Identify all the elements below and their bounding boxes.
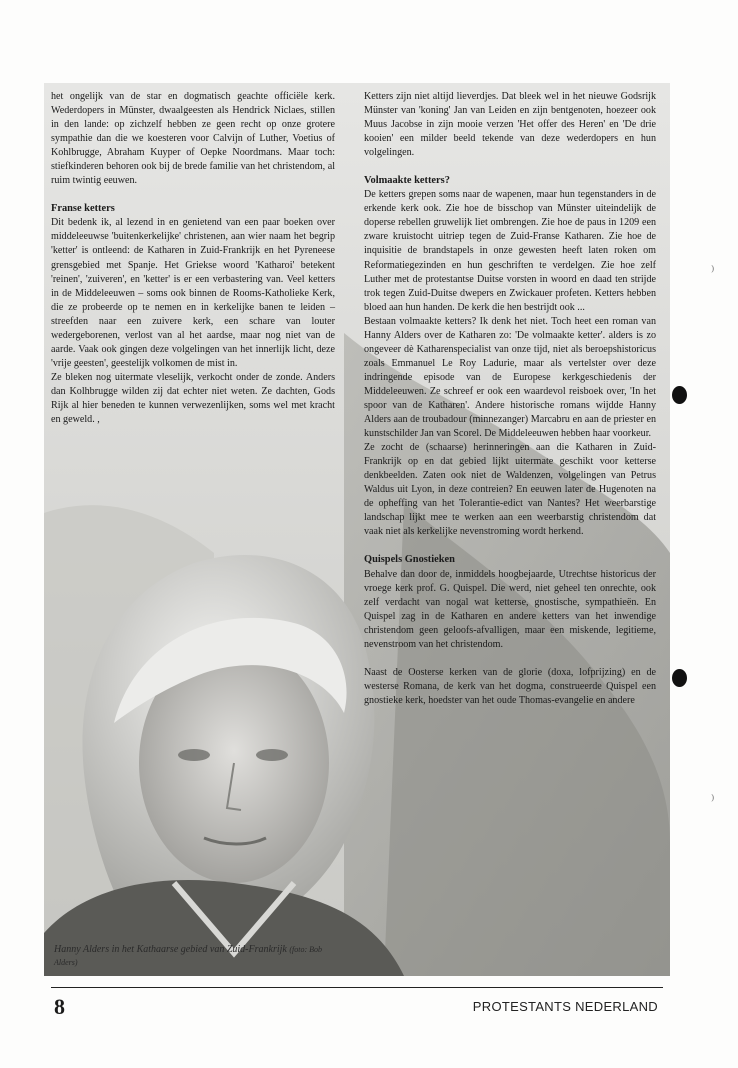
paragraph-volmaakte-3: Ze zocht de (schaarse) herinneringen aan die Katharen in Zuid-Frankrijk op en dat gebied lijkt uitermate geschikt voor ketterse denkbeelden. Zaten ook niet de Waldenzen, volgelingen van Petrus Waldus uit Lyon, in deze contreien? En eeuwen later de Hugenoten na de opheffing van het Tolerantie-edict van Nantes? Het weerbarstige landschap lijkt mee te werken aan een weerbarstig christendom dat vaak niet als kerkelijke nevenstroming wordt herkend. bbox=[364, 442, 656, 538]
heading-franse-ketters: Franse ketters bbox=[51, 203, 115, 215]
margin-mark-upper: ⁾ bbox=[711, 265, 715, 280]
publication-name: PROTESTANTS NEDERLAND bbox=[472, 999, 658, 1014]
binder-hole-lower bbox=[672, 669, 687, 687]
paragraph-volmaakte-1: De ketters grepen soms naar de wapenen, maar hun tegenstanders in de erkende kerk ook. Zie hoe de bisschop van Münster uiteindelijk de doperse rebellen gruwelijk liet ombrengen. Zie hoe de paus in 1209 een zware kruistocht uitriep tegen de Zuid-Franse Katharen. Zie hoe de inquisitie de brandstapels in onze gewesten heeft laten roken om Reformatiegezinden en hun geschriften te verdelgen. Zie hoe zelf Luther met de protestantse Duitse vorsten in woord en daad ten strijde trok tegen Zuid-Duitse dwepers en Zwickauer profeten. Ketters hebben bloed aan hun handen. De kerk die hen bestrijdt ook ... bbox=[364, 189, 656, 313]
paragraph-volmaakte-2: Bestaan volmaakte ketters? Ik denk het niet. Toch heet een roman van Hanny Alders over de Katharen zo: 'De volmaakte ketter'. alders is zo ongeveer dè Katharenspecialist van onze tijd, niet als beroepshistoricus zoals Emmanuel Le Roy Ladurie, maar als vertelster over deze indringende episode van de Europese kerkgeschiedenis der Middeleeuwen. Ze schreef er ook een waardevol reisboek over, 'In het spoor van de Katharen'. Andere historische romans wijdde Hanny Alders aan de troubadour (minnezanger) Marcabru en aan de priester en kunstschilder Jan van Scorel. De Middeleeuwen hebben haar voorkeur. bbox=[364, 315, 656, 440]
left-intro-paragraph: het ongelijk van de star en dogmatisch geachte officiële kerk. Wederdopers in Münster, dwaalgeesten als Hendrick Niclaes, stillen in den lande: op zichzelf hebben ze geen recht op onze grotere sympathie dan die we koesteren voor Calvijn of Luther, Voetius of Kohlbrugge, Abraham Kuyper of Oepke Noordmans. Maar toch: stiefkinderen behoren ook bij de brede familie van het christendom, al ruim twintig eeuwen. bbox=[51, 91, 335, 187]
binder-hole-upper bbox=[672, 386, 687, 404]
footer-rule bbox=[51, 987, 663, 988]
right-intro-paragraph: Ketters zijn niet altijd lieverdjes. Dat bleek wel in het nieuwe Godsrijk Münster van 'koning' Jan van Leiden en zijn bentgenoten, hoezeer ook Muus Jacobse in zijn mooie verzen 'Het offer des Heren' en 'De drie kooien' een milder beeld tekende van deze wederdopers en hun volgelingen. bbox=[364, 91, 656, 159]
photo-caption bbox=[54, 943, 334, 969]
paragraph-quispels-2: Naast de Oosterse kerken van de glorie (doxa, lofprijzing) en de westerse Romana, de kerk van het dogma, construeerde Quispel een gnostieke kerk, hoedster van het oude Thomas-evangelie en andere bbox=[364, 666, 656, 706]
left-text-column bbox=[51, 90, 335, 427]
page-number: 8 bbox=[54, 994, 65, 1019]
heading-quispels-gnostieken: Quispels Gnostieken bbox=[364, 554, 455, 566]
paragraph-franse-ketters-2: Ze bleken nog uitermate vleselijk, verkocht onder de zonde. Anders dan Kolhbrugge wilden zij dat echter niet weten. Ze dachten, Gods Rijk al hier beneden te kunnen verwezenlijken, soms wel met kracht en geweld. , bbox=[51, 371, 335, 426]
right-text-column bbox=[364, 90, 656, 708]
margin-mark-lower: ⁾ bbox=[711, 794, 715, 809]
caption-credit: (foto: Bob Alders) bbox=[54, 945, 323, 967]
paragraph-quispels-1: Behalve dan door de, inmiddels hoogbejaarde, Utrechtse historicus der vroege kerk prof. G. Quispel. Die werd, niet geheel ten onrechte, ook zelf verdacht van nogal wat ketterse, gnostische, sympathieën. En Quispel zag in de Katharen en andere ketters van het inwendige christendom geen geloofs-afvalligen, maar een miskende, legitieme, nevenstroom van het christendom. bbox=[364, 568, 656, 650]
caption-text: Hanny Alders in het Kathaarse gebied van Zuid-Frankrijk bbox=[54, 944, 287, 955]
heading-volmaakte-ketters: Volmaakte ketters? bbox=[364, 175, 450, 187]
paragraph-franse-ketters-1: Dit bedenk ik, al lezend in en genietend van een paar boeken over middeleeuwse 'buitenkerkelijke' christenen, aan wier naam het begrip 'ketter' is ontleend: de Katharen in Zuid-Frankrijk en het Pyreneese grensgebied met Spanje. Het Griekse woord 'Katharoi' betekent 'reinen', 'zuiveren', en 'ketter' is er een verbastering van. Veel ketters in de Middeleeuwen – soms ook binnen de Rooms-Katholieke Kerk, die ze probeerde op te nemen en in kerkelijke banen te leiden – streefden naar een zuivere kerk, een schare van louter wedergeborenen, verlost van al het aardse, maar nog niet van de aarde. Vaak ook gingen deze volgelingen van het innerlijk licht, deze 'vrije geesten', geestelijk volkomen de mist in. bbox=[51, 217, 335, 369]
